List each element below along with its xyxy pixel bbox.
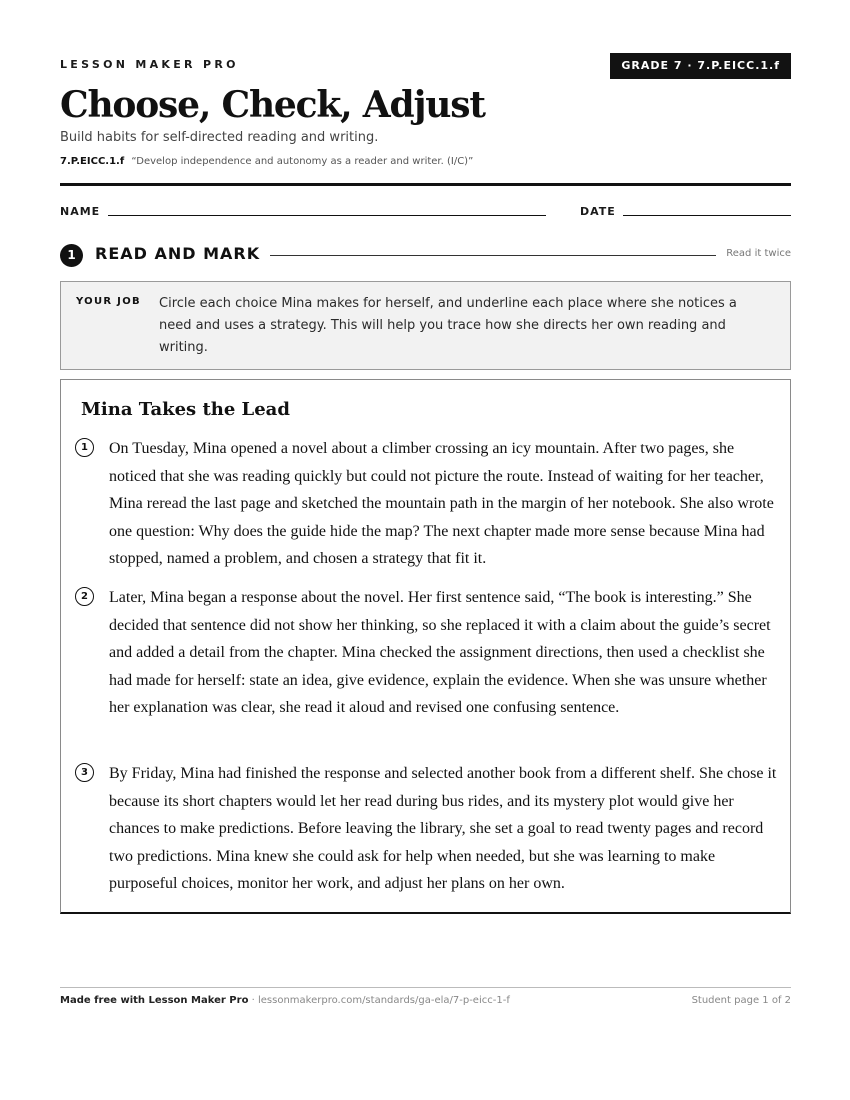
paragraph-number-badge: 1 [75,438,94,457]
paragraph-number-badge: 3 [75,763,94,782]
story-title: Mina Takes the Lead [81,399,290,420]
instructions-text: Circle each choice Mina makes for herself, and underline each place where she notices a need and uses a strategy. This will help you trace how she directs her own reading and writing. [159,296,737,355]
standard-line [60,156,473,167]
page-title: Choose, Check, Adjust [60,84,485,126]
date-label: DATE [580,205,616,218]
instructions-label: YOUR JOB [76,296,141,307]
standard-code: 7.P.EICC.1.f [60,156,125,167]
page-indicator: Student page 1 of 2 [691,995,791,1006]
grade-badge: GRADE 7 · 7.P.EICC.1.f [610,53,791,79]
footer-divider [60,987,791,988]
footer-credit [60,995,510,1006]
date-field[interactable] [623,215,791,216]
paragraph-text: On Tuesday, Mina opened a novel about a climber crossing an icy mountain. After two pages, she noticed that she was reading quickly but could not picture the route. Instead of waiting for her teacher, Mina reread the last page and sketched the mountain path in the margin of her notebook. She also wrote one question: Why does the guide hide the map? The next chapter made more sense because Mina had stopped, named a problem, and chosen a strategy that fit it. [109,440,774,567]
paragraph-text: By Friday, Mina had finished the response and selected another book from a different shelf. She chose it because its short chapters would let her read during bus rides, and its mystery plot would give her chances to make predictions. Before leaving the library, she set a goal to read twenty pages and record two predictions. Mina knew she could ask for help when needed, but she was learning to make purposeful choices, monitor her work, and adjust her plans on her own. [109,765,777,892]
paragraph-text: Later, Mina began a response about the novel. Her first sentence said, “The book is interesting.” She decided that sentence did not show her thinking, so she replaced it with a claim about the guide’s secret and added a detail from the chapter. Mina checked the assignment directions, then used a checklist she had made for herself: state an idea, give evidence, explain the evidence. When she was unsure whether her explanation was clear, she read it aloud and revised one confusing sentence. [109,589,771,716]
instructions-box [60,281,791,370]
footer-brand: Made free with Lesson Maker Pro [60,995,249,1006]
header-divider [60,183,791,186]
story-passage [60,379,791,914]
brand-name: LESSON MAKER PRO [60,58,239,71]
worksheet-page [60,0,791,1100]
section-number-badge: 1 [60,244,83,267]
section-divider [270,255,716,256]
footer-link[interactable]: · lessonmakerpro.com/standards/ga-ela/7-p-eicc-1-f [248,995,510,1006]
paragraph-number-badge: 2 [75,587,94,606]
section-note: Read it twice [726,248,791,259]
name-field[interactable] [108,215,546,216]
standard-text: “Develop independence and autonomy as a reader and writer. (I/C)” [131,156,474,167]
page-subtitle: Build habits for self-directed reading and writing. [60,130,379,145]
section-title: READ AND MARK [95,244,261,263]
name-label: NAME [60,205,101,218]
